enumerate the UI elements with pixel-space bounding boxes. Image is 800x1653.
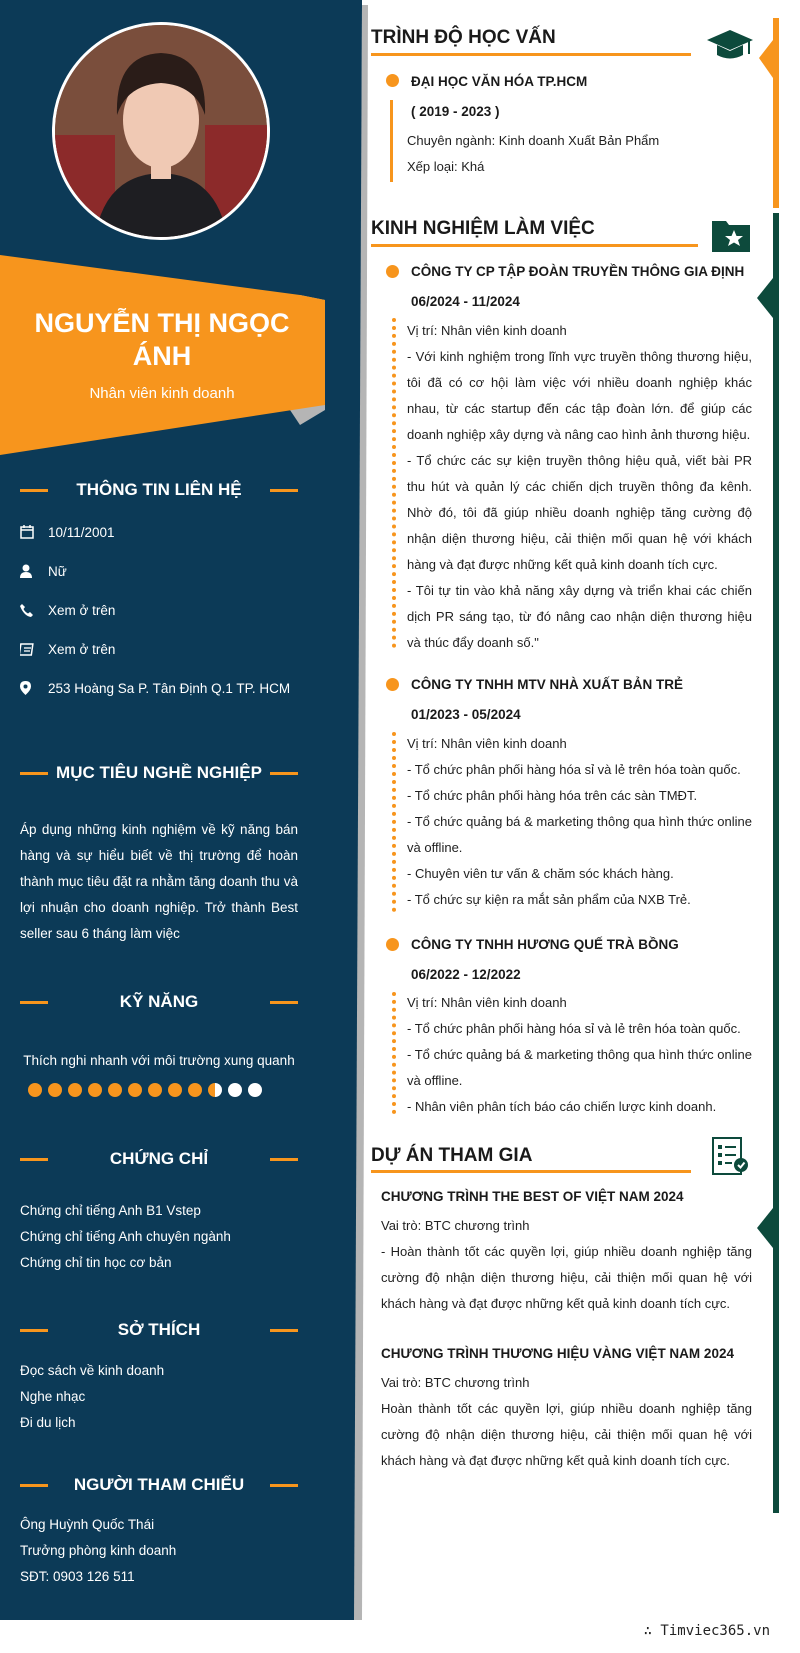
reference-item: Trưởng phòng kinh doanh — [20, 1543, 177, 1558]
skills-heading — [20, 990, 298, 1014]
timeline-dotted-line — [392, 732, 396, 912]
objective-heading — [20, 761, 298, 785]
right-decor-bar — [755, 18, 795, 1518]
reference-item: SĐT: 0903 126 511 — [20, 1569, 135, 1584]
skill-dot — [88, 1083, 102, 1097]
timeline-bullet — [386, 265, 399, 278]
timeline-bullet — [386, 74, 399, 87]
candidate-job-title: Nhân viên kinh doanh — [89, 385, 235, 402]
job-line: - Tổ chức phân phối hàng hóa sỉ và lẻ trên hóa toàn quốc. — [407, 762, 741, 777]
avatar — [52, 22, 270, 240]
contact-heading — [20, 478, 298, 502]
hobby-item: Đọc sách về kinh doanh — [20, 1363, 165, 1378]
skill-dot — [208, 1083, 222, 1097]
section-underline — [371, 1170, 691, 1173]
heading-dash — [20, 1329, 48, 1332]
skill-dot — [68, 1083, 82, 1097]
heading-dash — [270, 1484, 298, 1487]
certificate-item: Chứng chỉ tiếng Anh B1 Vstep — [20, 1203, 201, 1218]
skill-dot — [188, 1083, 202, 1097]
phone-icon — [20, 604, 48, 617]
contact-phone: Xem ở trên — [20, 600, 115, 620]
job-line: - Tổ chức phân phối hàng hóa sỉ và lẻ trên hóa toàn quốc. — [407, 1021, 741, 1036]
graduation-cap-icon — [707, 28, 753, 69]
education-period: ( 2019 - 2023 ) — [411, 104, 500, 119]
certificates-heading — [20, 1147, 298, 1171]
heading-dash — [20, 1158, 48, 1161]
timeline-dotted-line — [392, 318, 396, 648]
projects-title: DỰ ÁN THAM GIA — [371, 1145, 533, 1166]
skill-name: Thích nghi nhanh với môi trường xung quanh — [23, 1053, 295, 1068]
education-school: ĐẠI HỌC VĂN HÓA TP.HCM — [411, 74, 588, 89]
hobby-item: Nghe nhạc — [20, 1389, 86, 1404]
site-logo[interactable]: ∴ Timviec365.vn — [643, 1623, 770, 1639]
skill-dot — [28, 1083, 42, 1097]
objective-text: Áp dụng những kinh nghiệm về kỹ năng bán hàng và sự hiểu biết về thị trường để hoàn thành mục tiêu đặt ra nhằm tăng doanh thu và lợi nhuận cho doanh nghiệp. Trở thành Best seller sau 6 tháng làm việc — [20, 822, 298, 941]
job-line: - Tổ chức quảng bá & marketing thông qua hình thức online và offline. — [407, 814, 752, 855]
heading-dash — [20, 489, 48, 492]
education-grade: Xếp loại: Khá — [407, 159, 485, 174]
project-description — [381, 1370, 752, 1474]
timeline-dotted-line — [392, 992, 396, 1114]
heading-dash — [270, 1158, 298, 1161]
skill-dot — [108, 1083, 122, 1097]
experience-title: KINH NGHIỆM LÀM VIỆC — [371, 218, 595, 239]
job-company: CÔNG TY TNHH HƯƠNG QUẾ TRÀ BỒNG — [411, 937, 679, 952]
timeline-bullet — [386, 938, 399, 951]
heading-dash — [270, 489, 298, 492]
certificates-list — [20, 1198, 298, 1276]
person-icon — [20, 564, 48, 578]
section-underline — [371, 244, 698, 247]
job-description — [407, 731, 752, 913]
job-period: 06/2024 - 11/2024 — [411, 294, 520, 309]
references-list — [20, 1512, 298, 1590]
job-line: - Tổ chức sự kiện ra mắt sản phẩm của NXB Trẻ. — [407, 892, 691, 907]
job-line: - Tổ chức quảng bá & marketing thông qua hình thức online và offline. — [407, 1047, 752, 1088]
skills-title: KỸ NĂNG — [119, 992, 199, 1011]
job-period: 06/2022 - 12/2022 — [411, 967, 521, 982]
contact-email: Xem ở trên — [20, 639, 115, 659]
skill-dot — [128, 1083, 142, 1097]
calendar-icon — [20, 525, 48, 539]
contact-gender: Nữ — [20, 561, 67, 581]
project-line: Vai trò: BTC chương trình — [381, 1218, 530, 1233]
timeline-line — [390, 100, 393, 182]
project-description — [381, 1213, 752, 1317]
job-line: - Chuyên viên tư vấn & chăm sóc khách hàng. — [407, 866, 674, 881]
job-line: - Tôi tự tin vào khả năng xây dựng và triển khai các chiến dịch PR sáng tạo, từ đó nâng cao nhận diện thương hiệu và thúc đẩy doanh số." — [407, 583, 752, 650]
project-line: Hoàn thành tốt các quyền lợi, giúp nhiều doanh nghiệp tăng cường độ nhận diện thương hiệu, cải thiện mối quan hệ với khách hàng và đạt được những kết quả kinh doanh tích cực. — [381, 1401, 752, 1468]
certificate-item: Chứng chỉ tin học cơ bản — [20, 1255, 172, 1270]
job-line: - Với kinh nghiệm trong lĩnh vực truyền thông thương hiệu, tôi đã có cơ hội làm việc với nhiều doanh nghiệp khác nhau, từ các startup đến các tập đoàn lớn. để giúp các doanh nghiệp xây dựng và nâng cao hình ảnh thương hiệu. — [407, 349, 752, 442]
project-line: Vai trò: BTC chương trình — [381, 1375, 530, 1390]
heading-dash — [270, 772, 298, 775]
job-company: CÔNG TY CP TẬP ĐOÀN TRUYỀN THÔNG GIA ĐỊNH — [411, 264, 745, 279]
checklist-icon — [712, 1137, 750, 1182]
project-name: CHƯƠNG TRÌNH THƯƠNG HIỆU VÀNG VIỆT NAM 2024 — [381, 1346, 734, 1361]
certificates-title: CHỨNG CHỈ — [109, 1149, 209, 1168]
contact-address: 253 Hoàng Sa P. Tân Định Q.1 TP. HCM — [20, 678, 290, 698]
timeline-bullet — [386, 678, 399, 691]
location-icon — [20, 681, 48, 695]
reference-item: Ông Huỳnh Quốc Thái — [20, 1517, 155, 1532]
references-title: NGƯỜI THAM CHIẾU — [73, 1475, 245, 1494]
contact-birthday: 10/11/2001 — [20, 522, 115, 542]
skill-dot — [248, 1083, 262, 1097]
skill-dot — [228, 1083, 242, 1097]
hobby-item: Đi du lịch — [20, 1415, 76, 1430]
education-major: Chuyên ngành: Kinh doanh Xuất Bản Phẩm — [407, 133, 660, 148]
project-name: CHƯƠNG TRÌNH THE BEST OF VIỆT NAM 2024 — [381, 1189, 684, 1204]
section-underline — [371, 53, 691, 56]
heading-dash — [20, 1484, 48, 1487]
job-company: CÔNG TY TNHH MTV NHÀ XUẤT BẢN TRẺ — [411, 677, 683, 692]
candidate-name: NGUYỄN THỊ NGỌC ÁNH — [34, 308, 290, 371]
hobbies-heading — [20, 1318, 298, 1342]
objective-title: MỤC TIÊU NGHỀ NGHIỆP — [56, 763, 262, 782]
skill-dot — [168, 1083, 182, 1097]
education-title: TRÌNH ĐỘ HỌC VẤN — [371, 27, 556, 48]
heading-dash — [270, 1001, 298, 1004]
heading-dash — [20, 772, 48, 775]
heading-dash — [270, 1329, 298, 1332]
skill-dot — [48, 1083, 62, 1097]
hobbies-title: SỞ THÍCH — [117, 1320, 201, 1339]
star-folder-icon — [712, 218, 750, 257]
heading-dash — [20, 1001, 48, 1004]
email-icon — [20, 643, 48, 656]
hobbies-list — [20, 1358, 298, 1436]
job-line: Vị trí: Nhân viên kinh doanh — [407, 995, 567, 1010]
references-heading — [20, 1473, 298, 1497]
job-line: Vị trí: Nhân viên kinh doanh — [407, 736, 567, 751]
job-line: - Tổ chức phân phối hàng hóa trên các sàn TMĐT. — [407, 788, 698, 803]
job-description — [407, 990, 752, 1120]
skill-dot — [148, 1083, 162, 1097]
education-details — [407, 128, 752, 180]
contact-title: THÔNG TIN LIÊN HỆ — [76, 480, 242, 499]
certificate-item: Chứng chỉ tiếng Anh chuyên ngành — [20, 1229, 231, 1244]
skill-rating — [28, 1083, 262, 1097]
job-description — [407, 318, 752, 656]
project-line: - Hoàn thành tốt các quyền lợi, giúp nhiều doanh nghiệp tăng cường độ nhận diện thương hiệu, cải thiện mối quan hệ với khách hàng và đạt được những kết quả kinh doanh tích cực. — [381, 1244, 752, 1311]
job-line: - Nhân viên phân tích báo cáo chiến lược kinh doanh. — [407, 1099, 717, 1114]
job-line: - Tổ chức các sự kiện truyền thông hiệu quả, viết bài PR thu hút và quản lý các chiến dịch truyền thông đa kênh. Nhờ đó, tôi đã giúp nhiều doanh nghiệp tăng cường độ nhận diện thương hiệu, cải thiện mối quan hệ với khách hàng và đạt được những kết quả kinh doanh tích cực. — [407, 453, 752, 572]
job-line: Vị trí: Nhân viên kinh doanh — [407, 323, 567, 338]
job-period: 01/2023 - 05/2024 — [411, 707, 521, 722]
